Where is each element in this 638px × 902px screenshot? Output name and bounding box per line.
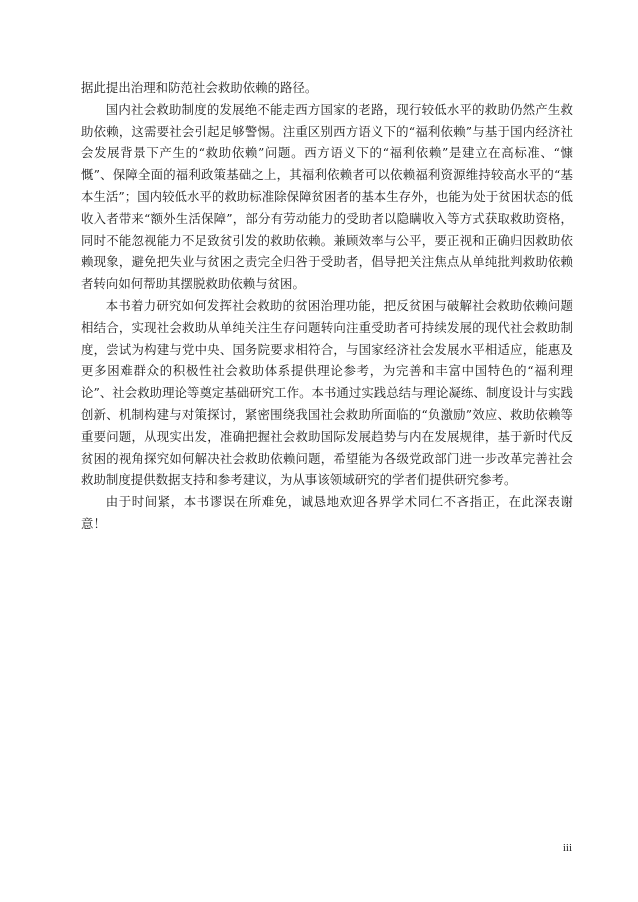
paragraph-3: 本书着力研究如何发挥社会救助的贫困治理功能，把反贫困与破解社会救助依赖问题相结合，实现社会救助从单纯关注生存问题转向注重受助者可持续发展的现代社会救助制度，尝试为构建与党中央、国务院要求相符合，与国家经济社会发展水平相适应，能惠及更多困难群众的积极性社会救助体系提供理论参考，为完善和丰富中国特色的“福利理论”、社会救助理论等奠定基础研究工作。本书通过实践总结与理论凝练、制度设计与实践创新、机制构建与对策探讨，紧密围绕我国社会救助所面临的“负激励”效应、救助依赖等重要问题，从现实出发，准确把握社会救助国际发展趋势与内在发展规律，基于新时代反贫困的视角探究如何解决社会救助依赖问题，希望能为各级党政部门进一步改革完善社会救助制度提供数据支持和参考建议，为从事该领域研究的学者们提供研究参考。 xyxy=(81,297,573,488)
paragraph-2: 国内社会救助制度的发展绝不能走西方国家的老路，现行较低水平的救助仍然产生救助依赖，这需要社会引起足够警惕。注重区别西方语义下的“福利依赖”与基于国内经济社会发展背景下产生的“救助依赖”问题。西方语义下的“福利依赖”是建立在高标准、“慷慨”、保障全面的福利政策基础之上，其福利依赖者可以依赖福利资源维持较高水平的“基本生活”；国内较低水平的救助标准除保障贫困者的基本生存外，也能为处于贫困状态的低收入者带来“额外生活保障”，部分有劳动能力的受助者以隐瞒收入等方式获取救助资格，同时不能忽视能力不足致贫引发的救助依赖。兼顾效率与公平，要正视和正确归因救助依赖现象，避免把失业与贫困之责完全归咎于受助者，倡导把关注焦点从单纯批判救助依赖者转向如何帮助其摆脱救助依赖与贫困。 xyxy=(81,101,573,292)
page-number: iii xyxy=(562,842,572,854)
body-text xyxy=(81,77,573,535)
paragraph-4: 由于时间紧，本书谬误在所难免，诚恳地欢迎各界学术同仁不吝指正，在此深表谢意！ xyxy=(81,494,573,531)
paragraph-1: 据此提出治理和防范社会救助依赖的路径。 xyxy=(81,80,318,95)
